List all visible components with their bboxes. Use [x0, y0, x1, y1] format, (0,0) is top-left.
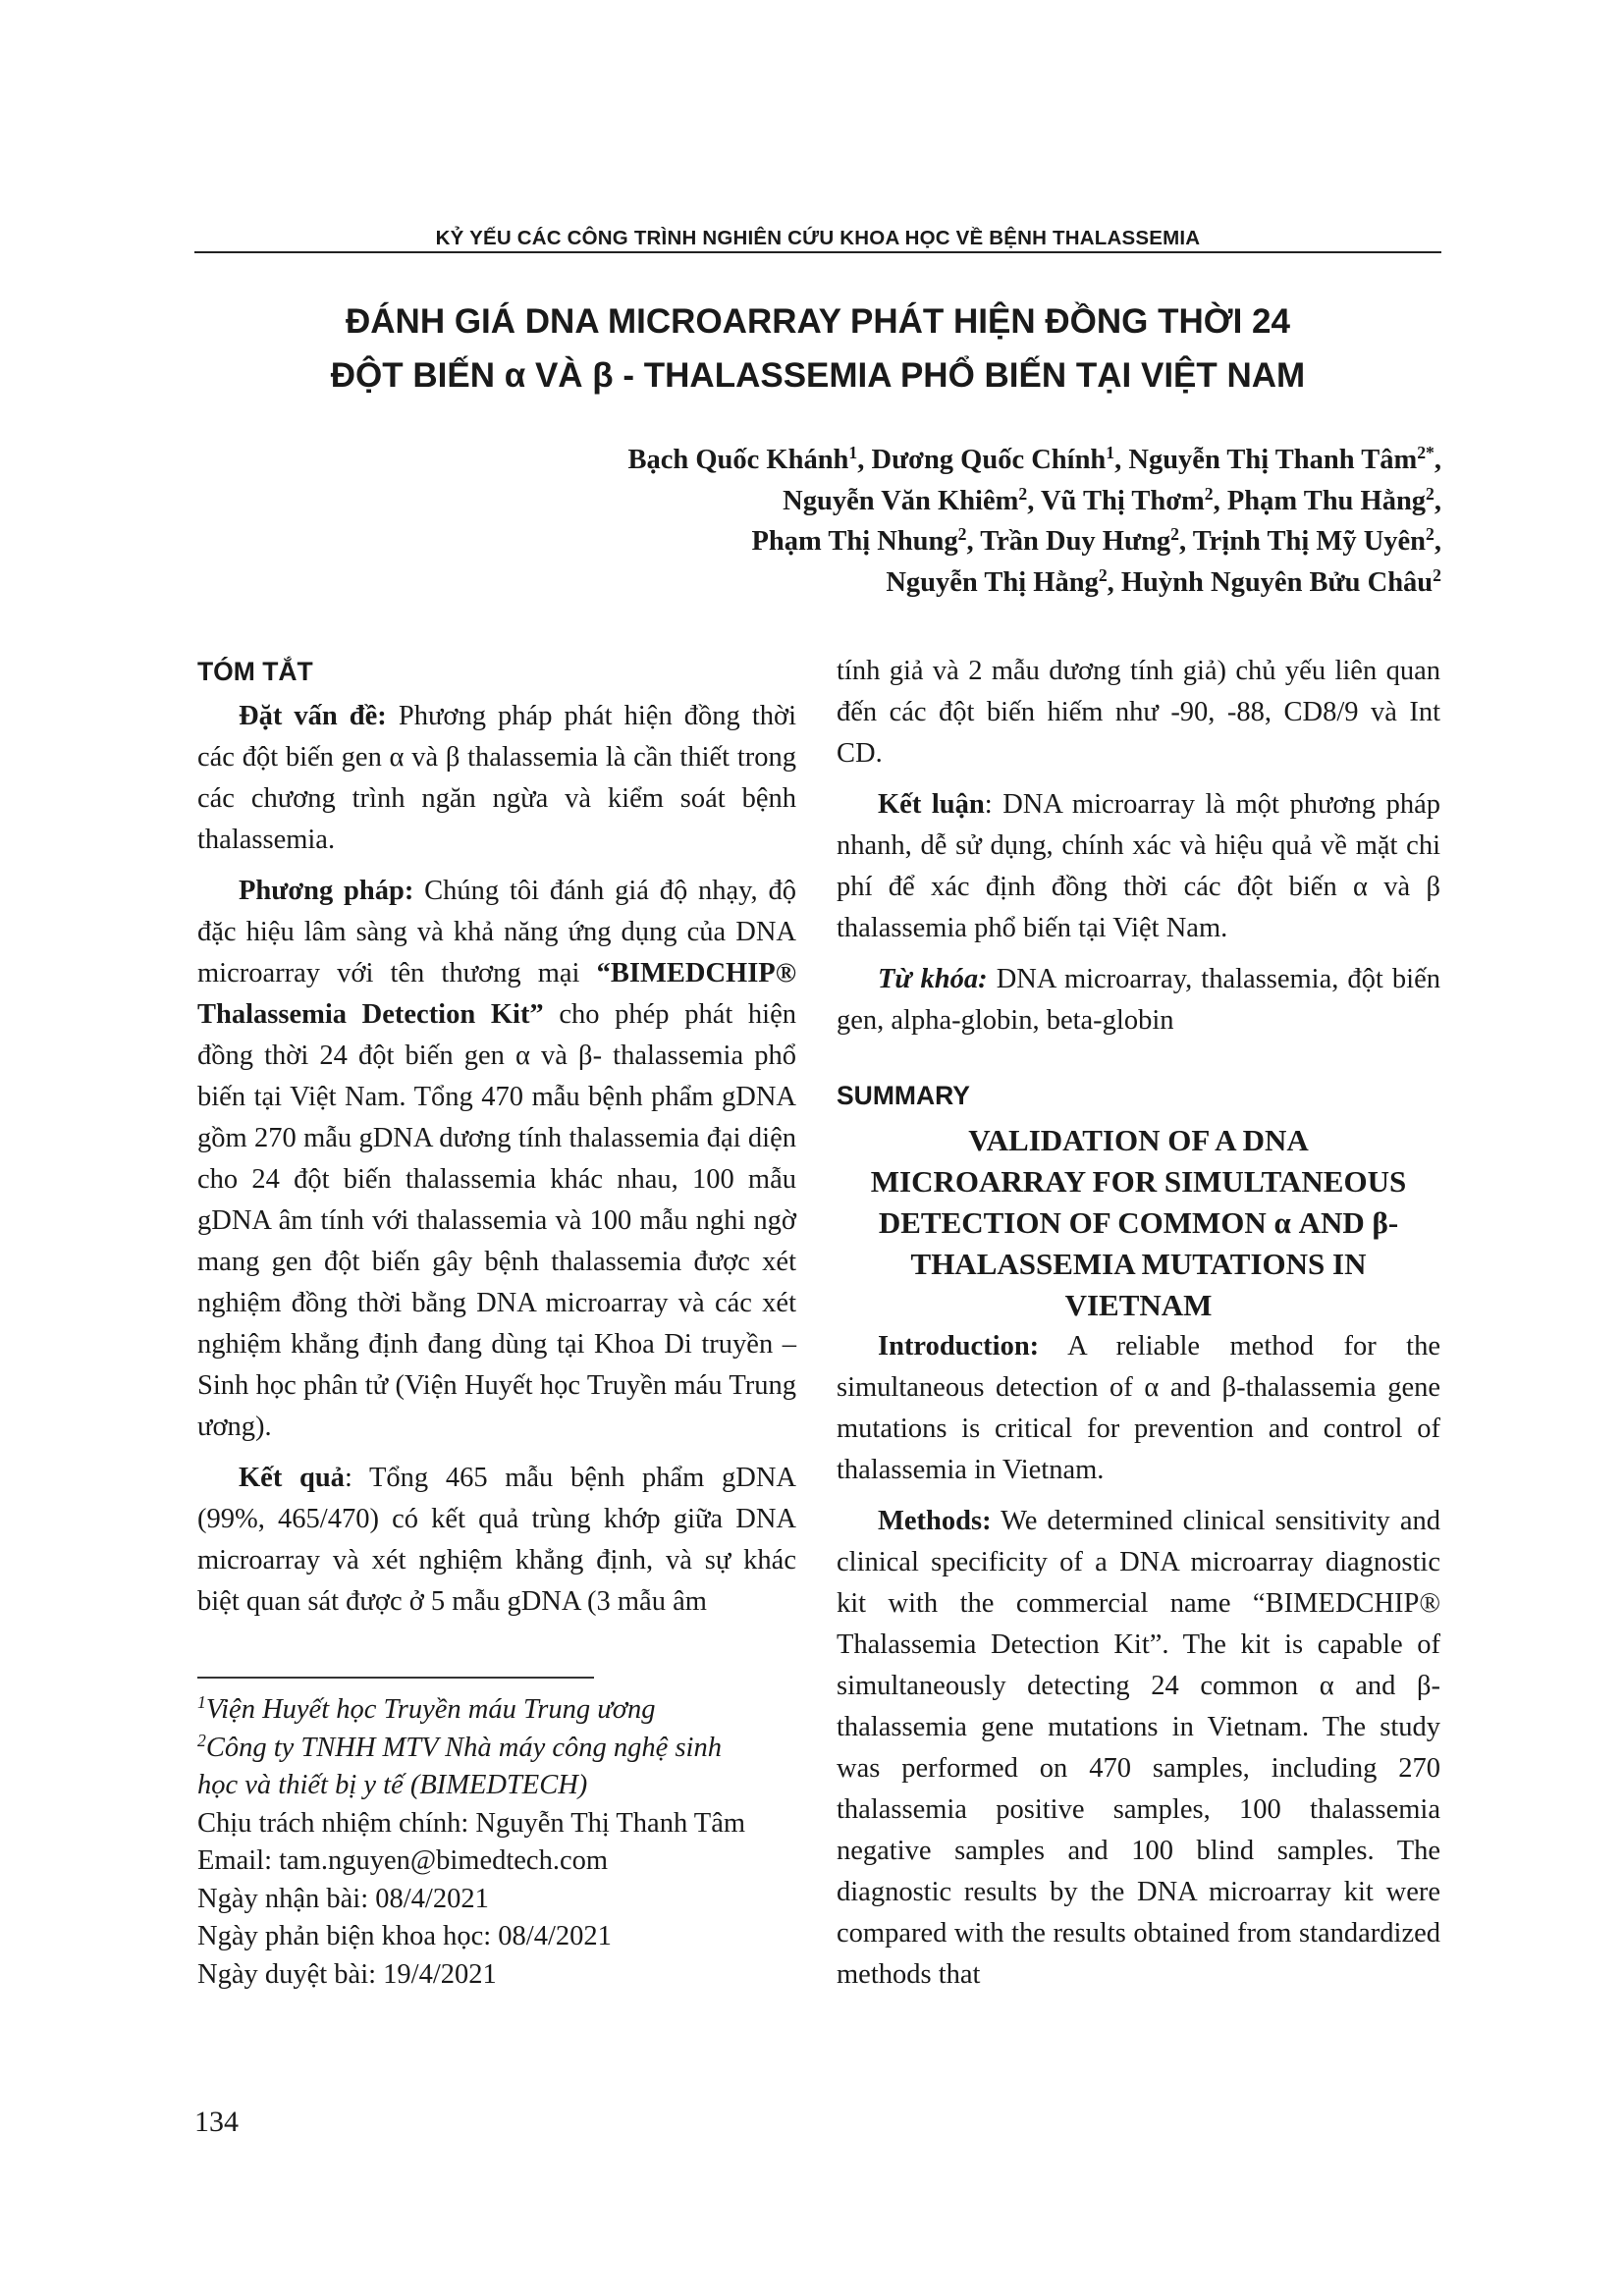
article-title: [194, 294, 1441, 402]
affiliation-1: [197, 1691, 806, 1730]
affiliation-marker: 1: [1106, 443, 1115, 463]
summary-introduction: [837, 1326, 1440, 1491]
footnote-rule: [197, 1677, 594, 1679]
author-line: [361, 440, 1441, 481]
author-separator: ,: [1179, 526, 1193, 557]
page-number: 134: [194, 2106, 239, 2138]
keywords-text: DNA microarray, thalassemia, đột biến gen, alpha-globin, beta-globin: [837, 964, 1440, 1036]
author-name: Nguyễn Thị Hằng: [886, 566, 1099, 598]
author-separator: ,: [1107, 566, 1121, 598]
affiliation-marker: 2: [1098, 564, 1108, 585]
author-line: [361, 521, 1441, 562]
conclusion-text: : DNA microarray là một phương pháp nhanh, dễ sử dụng, chính xác và hiệu quả về mặt chi phí để xác định đồng thời các đột biến α và β thalassemia phổ biến tại Việt Nam.: [837, 789, 1440, 943]
background-text: Phương pháp phát hiện đồng thời các đột biến gen α và β thalassemia là cần thiết trong các chương trình ngăn ngừa và kiểm soát bệnh thalassemia.: [197, 701, 796, 855]
author-name: Vũ Thị Thơm: [1040, 485, 1205, 516]
affiliation-marker: 2*: [1417, 443, 1435, 463]
summary-methods-text: We determined clinical sensitivity and clinical specificity of a DNA microarray diagnostic kit with the commercial name “BIMEDCHIP® Thalassemia Detection Kit”. The kit is capable of simultaneously detecting 24 common α and β-thalassemia gene mutations in Vietnam. The study was performed on 470 samples, including 270 thalassemia positive samples, 100 thalassemia negative samples and 100 blind samples. The diagnostic results by the DNA microarray kit were compared with the results obtained from standardized methods that: [837, 1506, 1440, 1990]
summary-title-line: VIETNAM: [1064, 1288, 1213, 1322]
author-name: Bạch Quốc Khánh: [627, 445, 849, 475]
abstract-methods: [197, 871, 796, 1448]
summary-title: [837, 1120, 1440, 1326]
author-name: Dương Quốc Chính: [871, 445, 1107, 475]
affiliation-number: 2: [197, 1730, 206, 1750]
affiliation-marker: 2: [1426, 524, 1435, 545]
methods-text-continued: cho phép phát hiện đồng thời 24 đột biến gen α và β- thalassemia phổ biến tại Việt Nam. Tổng 470 mẫu bệnh phẩm gDNA gồm 270 mẫu gDNA dương tính thalassemia đại diện cho 24 đột biến thalassemia khác nhau, 100 mẫu gDNA âm tính với thalassemia và 100 mẫu nghi ngờ mang gen đột biến gây bệnh thalassemia được xét nghiệm đồng thời bằng DNA microarray và các xét nghiệm khẳng định đang dùng tại Khoa Di truyền – Sinh học phân tử (Viện Huyết học Truyền máu Trung ương).: [197, 999, 796, 1442]
summary-methods: [837, 1501, 1440, 1996]
author-line: [361, 562, 1441, 604]
summary-heading: SUMMARY: [837, 1081, 970, 1110]
affiliation-marker: 1: [848, 443, 858, 463]
author-name: Phạm Thị Nhung: [751, 526, 958, 557]
author-separator: ,: [1434, 485, 1441, 516]
author-name: Nguyễn Thị Thanh Tâm: [1128, 445, 1418, 475]
title-line: ĐỘT BIẾN α VÀ β - THALASSEMIA PHỔ BIẾN TẠI VIỆT NAM: [330, 356, 1306, 395]
left-column: [197, 651, 796, 1623]
date-reviewed: Ngày phản biện khoa học: 08/4/2021: [197, 1921, 612, 1951]
affiliation-marker: 2: [1018, 483, 1028, 504]
summary-title-line: VALIDATION OF A DNA: [968, 1123, 1309, 1157]
author-separator: ,: [857, 445, 872, 475]
author-line: [361, 481, 1441, 522]
author-name: Nguyễn Văn Khiêm: [783, 485, 1019, 516]
author-name: Trần Duy Hưng: [980, 526, 1171, 557]
abstract-results: [197, 1458, 796, 1623]
date-accepted: Ngày duyệt bài: 19/4/2021: [197, 1958, 497, 1990]
header-rule: [194, 251, 1441, 253]
summary-title-line: THALASSEMIA MUTATIONS IN: [910, 1247, 1367, 1281]
date-received: Ngày nhận bài: 08/4/2021: [197, 1883, 489, 1914]
abstract-background: [197, 696, 796, 861]
author-separator: ,: [1434, 445, 1441, 475]
email: Email: tam.nguyen@bimedtech.com: [197, 1845, 609, 1876]
abstract-heading: TÓM TẮT: [197, 657, 313, 686]
author-name: Phạm Thu Hằng: [1226, 485, 1427, 516]
affiliation-text: Công ty TNHH MTV Nhà máy công nghệ sinh: [205, 1732, 722, 1763]
introduction-label: Introduction:: [878, 1331, 1040, 1362]
author-list: [361, 440, 1441, 603]
summary-title-line: MICROARRAY FOR SIMULTANEOUS: [870, 1164, 1407, 1199]
conclusion-label: Kết luận: [878, 789, 985, 820]
affiliation-marker: 2: [1433, 564, 1441, 585]
affiliation-marker: 2: [1426, 483, 1435, 504]
author-separator: ,: [1114, 445, 1129, 475]
author-name: Trịnh Thị Mỹ Uyên: [1192, 526, 1427, 557]
affiliation-2: [197, 1730, 806, 1768]
kit-name: “BIMEDCHIP® Thalassemia Detection Kit”: [197, 958, 796, 1030]
abstract-keywords: [837, 959, 1440, 1041]
results-label: Kết quả: [239, 1463, 345, 1493]
methods-label: Phương pháp:: [239, 876, 414, 906]
keywords-label: Từ khóa:: [878, 964, 988, 994]
author-separator: ,: [1213, 485, 1227, 516]
author-separator: ,: [1027, 485, 1041, 516]
author-separator: ,: [966, 526, 981, 557]
title-line: ĐÁNH GIÁ DNA MICROARRAY PHÁT HIỆN ĐỒNG THỜI 24: [346, 302, 1290, 341]
affiliation-number: 1: [197, 1692, 206, 1713]
background-label: Đặt vấn đề:: [239, 701, 387, 731]
summary-title-line: DETECTION OF COMMON α AND β-: [878, 1205, 1399, 1240]
author-name: Huỳnh Nguyên Bửu Châu: [1120, 566, 1434, 598]
abstract-conclusion: [837, 784, 1440, 949]
footnotes: [197, 1691, 806, 1994]
author-separator: ,: [1434, 526, 1441, 557]
affiliation-marker: 2: [1204, 483, 1214, 504]
corresponding-author: Chịu trách nhiệm chính: Nguyễn Thị Thanh Tâm: [197, 1807, 746, 1839]
affiliation-marker: 2: [1170, 524, 1179, 545]
affiliation-text: Viện Huyết học Truyền máu Trung ương: [205, 1694, 656, 1725]
introduction-text: A reliable method for the simultaneous detection of α and β-thalassemia gene mutations is critical for prevention and control of thalassemia in Vietnam.: [837, 1331, 1440, 1485]
right-column: [837, 651, 1440, 1996]
methods-text: Chúng tôi đánh giá độ nhạy, độ đặc hiệu lâm sàng và khả năng ứng dụng của DNA microarray với tên thương mại: [197, 876, 796, 988]
affiliation-marker: 2: [957, 524, 967, 545]
summary-methods-label: Methods:: [878, 1506, 992, 1536]
abstract-results-continued: tính giả và 2 mẫu dương tính giả) chủ yếu liên quan đến các đột biến hiếm như -90, -88, CD8/9 và Int CD.: [837, 656, 1440, 769]
results-text-part: : Tổng 465 mẫu bệnh phẩm gDNA (99%, 465/470) có kết quả trùng khớp giữa DNA microarray và xét nghiệm khẳng định, và sự khác biệt quan sát được ở 5 mẫu gDNA (3 mẫu âm: [197, 1463, 797, 1617]
running-head: KỶ YẾU CÁC CÔNG TRÌNH NGHIÊN CỨU KHOA HỌC VỀ BỆNH THALASSEMIA: [435, 227, 1201, 249]
affiliation-2-continued: học và thiết bị y tế (BIMEDTECH): [197, 1770, 588, 1800]
